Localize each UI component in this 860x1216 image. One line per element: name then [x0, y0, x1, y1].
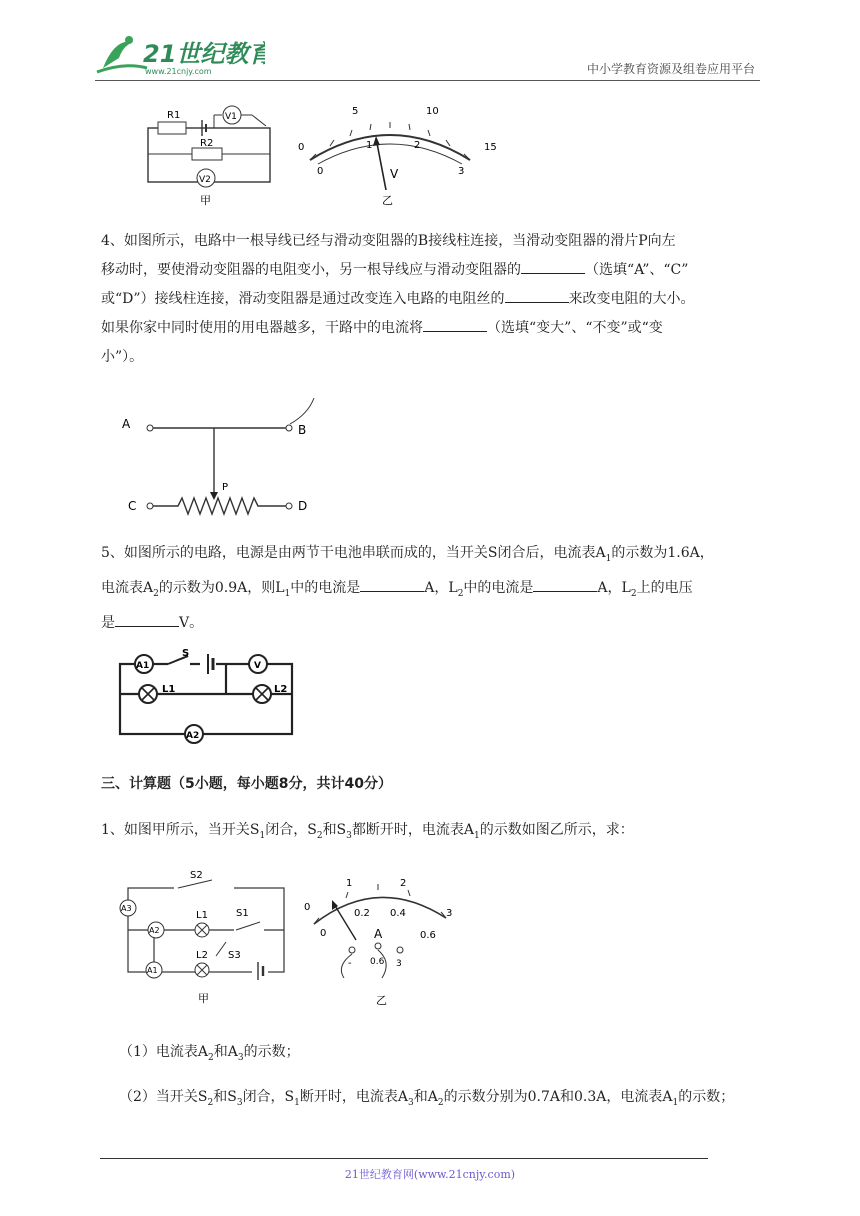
c1-meter-outer-3: 3 — [446, 908, 453, 919]
c1-meter-outer-2: 2 — [400, 878, 407, 889]
meter-outer-0: 0 — [298, 142, 305, 153]
c1-sub2g: 的示数； — [678, 1089, 735, 1105]
question-5 — [101, 539, 763, 638]
figure-calc1-circuit — [114, 866, 294, 1016]
q4-line2b: （选填“A”、“C” — [585, 262, 689, 278]
meter-outer-15: 15 — [484, 142, 497, 153]
c1-sub-4: 1 — [474, 830, 480, 841]
c1-sub1c: 的示数； — [243, 1044, 300, 1060]
c1-sub2d-sub: 3 — [408, 1097, 414, 1108]
meter-inner-0: 0 — [317, 166, 324, 177]
meter-inner-2: 2 — [414, 140, 421, 151]
c1-a1-label: A1 — [147, 966, 158, 975]
figure-top-circuit — [140, 100, 280, 212]
q5-line2f: A，L — [597, 579, 631, 596]
jia-label: 甲 — [200, 194, 211, 207]
q5-line2e: 中的电流是 — [463, 579, 534, 596]
q5-blank-3[interactable] — [115, 612, 179, 627]
meter-inner-1: 1 — [366, 140, 373, 151]
c1-line1e: 的示数如图乙所示，求： — [479, 822, 634, 838]
c1-sub-2: 2 — [316, 830, 323, 841]
c1-sub1b: 和A — [213, 1044, 238, 1060]
q4-line2a: 移动时，要使滑动变阻器的电阻变小，另一根导线应与滑动变阻器的 — [101, 262, 521, 278]
v1-label: V1 — [225, 112, 237, 122]
r1-label: R1 — [167, 110, 181, 121]
q5-v-label: V — [254, 661, 261, 671]
c1-sub2a: （2）当开关S — [119, 1089, 208, 1105]
v2-label: V2 — [199, 175, 211, 185]
q5-line2b: 的示数为0.9A，则L — [158, 579, 285, 596]
footer-divider — [100, 1158, 708, 1159]
logo-title: 21世纪教育 — [143, 40, 265, 68]
c1-sub2b: 和S — [213, 1089, 237, 1105]
q5-line1-end: 的示数为1.6A， — [611, 545, 714, 561]
c1-s1-label: S1 — [236, 908, 249, 919]
c1-sub2f: 的示数分别为0.7A和0.3A，电流表A — [443, 1089, 673, 1105]
c1-meter-inner-06: 0.6 — [420, 930, 436, 941]
q5-l2-label: L2 — [274, 684, 288, 695]
c1-sub-1: 1 — [259, 830, 266, 841]
c1-s3-label: S3 — [228, 950, 241, 961]
c1-term-3: 3 — [396, 959, 402, 969]
meter-outer-10: 10 — [426, 106, 439, 117]
q5-line1: 5、如图所示的电路，电源是由两节干电池串联而成的，当开关S闭合后，电流表A — [101, 545, 606, 561]
c1-sub1a: （1）电流表A — [119, 1044, 209, 1060]
q5-l1-label: L1 — [162, 684, 176, 695]
figure-top-voltmeter — [290, 100, 500, 212]
c1-meter-unit: A — [374, 927, 383, 941]
c1-l2-label: L2 — [196, 950, 208, 961]
q5-line2f-sub: 2 — [630, 588, 637, 599]
q4-line3a: 或“D”）接线柱连接，滑动变阻器是通过改变连入电路的电阻丝的 — [101, 291, 505, 307]
q5-a1-label: A1 — [136, 661, 150, 671]
meter-inner-3: 3 — [458, 166, 465, 177]
c1-term-neg: - — [348, 958, 352, 969]
q5-blank-1[interactable] — [360, 577, 424, 592]
c1-sub1b-sub: 3 — [237, 1052, 244, 1063]
q5-line2a-sub: 2 — [153, 588, 159, 599]
header-divider — [95, 80, 760, 81]
section-title-calc: 三、计算题（5小题，每小题8分，共计40分） — [101, 776, 392, 792]
c1-jia-label: 甲 — [198, 992, 209, 1005]
yi-label: 乙 — [382, 194, 393, 207]
q4-blank-1[interactable] — [521, 259, 585, 274]
c1-meter-inner-02: 0.2 — [354, 908, 370, 919]
rheo-label-p: P — [222, 482, 229, 493]
c1-meter-outer-0: 0 — [304, 902, 311, 913]
site-logo — [95, 32, 265, 78]
c1-sub2f-sub: 1 — [672, 1097, 679, 1108]
q5-line2b-sub: 1 — [284, 588, 291, 599]
rheo-label-a: A — [122, 417, 131, 431]
c1-meter-inner-04: 0.4 — [390, 908, 406, 919]
q5-line2a: 电流表A — [101, 579, 154, 596]
header-platform-text: 中小学教育资源及组卷应用平台 — [586, 62, 755, 76]
q5-blank-2[interactable] — [533, 577, 597, 592]
q5-line1-sub: 1 — [605, 553, 612, 564]
q4-blank-3[interactable] — [423, 317, 487, 332]
c1-line1d: 都断开时，电流表A — [351, 822, 475, 838]
figure-calc1-ammeter — [296, 866, 466, 1016]
q4-blank-2[interactable] — [505, 288, 569, 303]
q4-line5: 小”）。 — [101, 349, 144, 365]
q4-line1: 4、如图所示，电路中一根导线已经与滑动变阻器的B接线柱连接，当滑动变阻器的滑片P向左 — [101, 233, 676, 249]
question-4 — [101, 227, 763, 372]
c1-sub2e-sub: 2 — [437, 1097, 444, 1108]
q4-line4b: （选填“变大”、“不变”或“变 — [487, 320, 663, 336]
q5-line3a: 是 — [101, 614, 115, 631]
figure-rheostat — [118, 392, 328, 522]
c1-sub2e: 和A — [413, 1089, 438, 1105]
q5-line2d-sub: 2 — [457, 588, 464, 599]
c1-line1a: 1、如图甲所示，当开关S — [101, 822, 260, 838]
q5-s-label: S — [182, 648, 190, 659]
rheo-label-c: C — [128, 499, 137, 513]
c1-sub2b-sub: 3 — [236, 1097, 243, 1108]
q4-line4a: 如果你家中同时使用的用电器越多，干路中的电流将 — [101, 320, 423, 336]
c1-sub2d: 断开时，电流表A — [299, 1089, 409, 1105]
figure-q5-circuit — [112, 648, 302, 752]
c1-term-06: 0.6 — [370, 957, 385, 967]
q5-line3b: V。 — [179, 614, 204, 631]
c1-meter-outer-1: 1 — [346, 878, 353, 889]
c1-sub1a-sub: 2 — [208, 1052, 214, 1063]
q4-line3b: 来改变电阻的大小。 — [568, 291, 695, 307]
rheo-label-d: D — [298, 499, 308, 513]
meter-outer-5: 5 — [352, 106, 359, 117]
calc1-sub-question-1 — [101, 1038, 781, 1072]
q5-line2g: 上的电压 — [636, 579, 693, 596]
c1-sub2a-sub: 2 — [207, 1097, 214, 1108]
calc1-sub-question-2 — [101, 1083, 763, 1117]
c1-meter-inner-0: 0 — [320, 928, 327, 939]
q5-a2-label: A2 — [186, 731, 200, 741]
c1-sub2c-sub: 1 — [294, 1097, 300, 1108]
c1-sub2c: 闭合，S — [242, 1089, 295, 1105]
logo-url: www.21cnjy.com — [145, 67, 212, 76]
footer-site-link[interactable]: 21世纪教育网(www.21cnjy.com) — [344, 1168, 516, 1181]
calc-question-1 — [101, 816, 763, 851]
c1-sub-3: 3 — [346, 830, 352, 841]
c1-a3-label: A3 — [121, 904, 132, 913]
c1-line1b: 闭合，S — [265, 822, 317, 838]
c1-a2-label: A2 — [149, 926, 160, 935]
c1-s2-label: S2 — [190, 870, 203, 881]
r2-label: R2 — [200, 138, 214, 149]
q5-line2d: A，L — [424, 579, 458, 596]
c1-yi-label: 乙 — [376, 994, 387, 1007]
rheo-label-b: B — [298, 423, 307, 437]
q5-line2c: 中的电流是 — [290, 579, 361, 596]
c1-line1c: 和S — [322, 822, 347, 838]
c1-l1-label: L1 — [196, 910, 208, 921]
meter-unit: V — [390, 167, 399, 181]
